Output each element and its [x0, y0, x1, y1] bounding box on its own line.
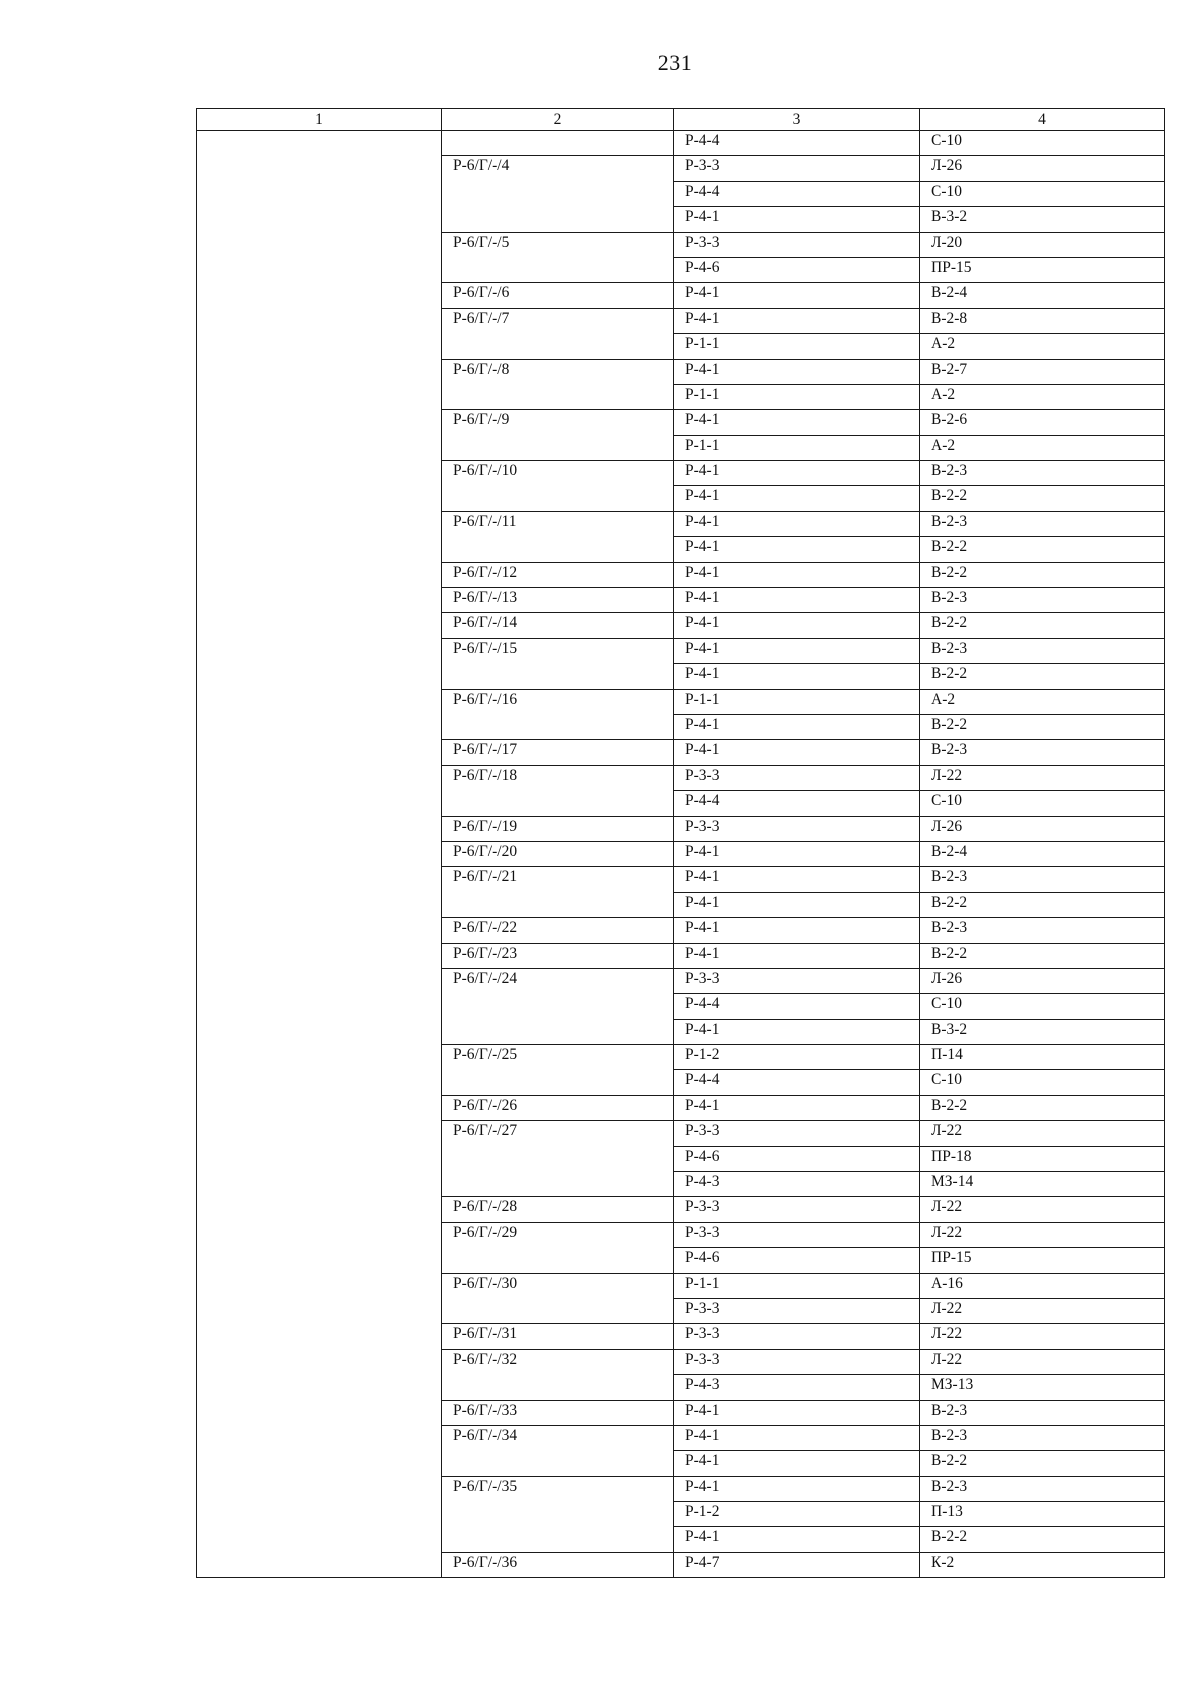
column-4-cell: В-2-4 [920, 841, 1165, 866]
column-3-cell: Р-4-4 [674, 181, 920, 206]
group-code-cell: Р-6/Г/-/31 [442, 1324, 674, 1349]
column-4-cell: В-2-7 [920, 359, 1165, 384]
column-4-cell: В-2-6 [920, 410, 1165, 435]
group-code-cell: Р-6/Г/-/26 [442, 1095, 674, 1120]
column-3-cell: Р-4-1 [674, 410, 920, 435]
column-3-cell: Р-4-1 [674, 740, 920, 765]
column-4-cell: В-2-2 [920, 613, 1165, 638]
column-4-cell: А-16 [920, 1273, 1165, 1298]
column-4-cell: В-2-3 [920, 1476, 1165, 1501]
column-4-cell: А-2 [920, 384, 1165, 409]
column-4-cell: МЗ-13 [920, 1375, 1165, 1400]
column-3-cell: Р-4-1 [674, 1019, 920, 1044]
column-3-cell: Р-4-1 [674, 664, 920, 689]
column-header-4: 4 [920, 109, 1165, 131]
column-3-cell: Р-4-1 [674, 1451, 920, 1476]
column-3-cell: Р-4-1 [674, 638, 920, 663]
group-code-cell: Р-6/Г/-/25 [442, 1045, 674, 1096]
column-4-cell: Л-26 [920, 156, 1165, 181]
column-4-cell: В-2-2 [920, 1095, 1165, 1120]
column-3-cell: Р-4-1 [674, 613, 920, 638]
column-3-cell: Р-3-3 [674, 232, 920, 257]
column-4-cell: Л-26 [920, 968, 1165, 993]
group-code-cell: Р-6/Г/-/33 [442, 1400, 674, 1425]
column-4-cell: В-2-2 [920, 892, 1165, 917]
group-code-cell: Р-6/Г/-/27 [442, 1121, 674, 1197]
column-3-cell: Р-3-3 [674, 156, 920, 181]
column-4-cell: Л-22 [920, 1197, 1165, 1222]
column-3-cell: Р-4-1 [674, 308, 920, 333]
column-3-cell: Р-3-3 [674, 1222, 920, 1247]
group-code-cell: Р-6/Г/-/34 [442, 1425, 674, 1476]
column-3-cell: Р-4-1 [674, 841, 920, 866]
group-code-cell: Р-6/Г/-/17 [442, 740, 674, 765]
column-4-cell: Л-22 [920, 765, 1165, 790]
column-3-cell: Р-4-1 [674, 714, 920, 739]
group-code-cell: Р-6/Г/-/24 [442, 968, 674, 1044]
group-code-cell: Р-6/Г/-/8 [442, 359, 674, 410]
column-4-cell: С-10 [920, 791, 1165, 816]
group-code-cell: Р-6/Г/-/13 [442, 588, 674, 613]
column-4-cell: П-14 [920, 1045, 1165, 1070]
column-3-cell: Р-3-3 [674, 1298, 920, 1323]
group-code-cell: Р-6/Г/-/14 [442, 613, 674, 638]
column-4-cell: В-2-4 [920, 283, 1165, 308]
column-4-cell: С-10 [920, 181, 1165, 206]
column-3-cell: Р-4-1 [674, 588, 920, 613]
column-3-cell: Р-4-1 [674, 283, 920, 308]
group-code-cell [442, 131, 674, 156]
column-3-cell: Р-1-1 [674, 435, 920, 460]
column-3-cell: Р-4-1 [674, 511, 920, 536]
column-3-cell: Р-4-1 [674, 562, 920, 587]
column-3-cell: Р-4-1 [674, 943, 920, 968]
column-4-cell: В-2-3 [920, 1400, 1165, 1425]
column-3-cell: Р-1-1 [674, 689, 920, 714]
column-header-3: 3 [674, 109, 920, 131]
column-3-cell: Р-3-3 [674, 1349, 920, 1374]
column-3-cell: Р-4-6 [674, 1146, 920, 1171]
column-1-cell [197, 131, 442, 1578]
group-code-cell: Р-6/Г/-/11 [442, 511, 674, 562]
column-3-cell: Р-4-6 [674, 257, 920, 282]
group-code-cell: Р-6/Г/-/36 [442, 1552, 674, 1577]
column-4-cell: ПР-15 [920, 1248, 1165, 1273]
column-4-cell: А-2 [920, 689, 1165, 714]
group-code-cell: Р-6/Г/-/6 [442, 283, 674, 308]
column-3-cell: Р-3-3 [674, 1197, 920, 1222]
column-4-cell: В-2-2 [920, 664, 1165, 689]
column-3-cell: Р-4-6 [674, 1248, 920, 1273]
column-3-cell: Р-1-2 [674, 1045, 920, 1070]
column-4-cell: П-13 [920, 1502, 1165, 1527]
table-header [197, 109, 1165, 131]
column-4-cell: ПР-15 [920, 257, 1165, 282]
column-4-cell: С-10 [920, 994, 1165, 1019]
column-3-cell: Р-1-1 [674, 334, 920, 359]
column-4-cell: В-2-8 [920, 308, 1165, 333]
column-4-cell: Л-20 [920, 232, 1165, 257]
column-4-cell: В-2-3 [920, 461, 1165, 486]
column-3-cell: Р-4-7 [674, 1552, 920, 1577]
column-3-cell: Р-4-3 [674, 1172, 920, 1197]
column-4-cell: А-2 [920, 334, 1165, 359]
group-code-cell: Р-6/Г/-/10 [442, 461, 674, 512]
column-3-cell: Р-4-1 [674, 1527, 920, 1552]
column-3-cell: Р-3-3 [674, 765, 920, 790]
column-3-cell: Р-4-1 [674, 867, 920, 892]
column-3-cell: Р-4-4 [674, 994, 920, 1019]
column-4-cell: В-3-2 [920, 207, 1165, 232]
column-3-cell: Р-4-1 [674, 892, 920, 917]
group-code-cell: Р-6/Г/-/35 [442, 1476, 674, 1552]
group-code-cell: Р-6/Г/-/23 [442, 943, 674, 968]
column-4-cell: В-2-3 [920, 740, 1165, 765]
column-4-cell: ПР-18 [920, 1146, 1165, 1171]
column-3-cell: Р-4-1 [674, 1095, 920, 1120]
column-4-cell: Л-22 [920, 1324, 1165, 1349]
group-code-cell: Р-6/Г/-/22 [442, 918, 674, 943]
page-number: 231 [657, 50, 693, 75]
group-code-cell: Р-6/Г/-/30 [442, 1273, 674, 1324]
column-3-cell: Р-4-1 [674, 207, 920, 232]
column-3-cell: Р-4-1 [674, 461, 920, 486]
group-code-cell: Р-6/Г/-/12 [442, 562, 674, 587]
group-code-cell: Р-6/Г/-/18 [442, 765, 674, 816]
group-code-cell: Р-6/Г/-/15 [442, 638, 674, 689]
column-3-cell: Р-4-1 [674, 1476, 920, 1501]
group-code-cell: Р-6/Г/-/28 [442, 1197, 674, 1222]
column-3-cell: Р-1-2 [674, 1502, 920, 1527]
column-3-cell: Р-4-1 [674, 1400, 920, 1425]
column-header-1: 1 [197, 109, 442, 131]
column-3-cell: Р-4-1 [674, 537, 920, 562]
group-code-cell: Р-6/Г/-/20 [442, 841, 674, 866]
column-3-cell: Р-3-3 [674, 1324, 920, 1349]
column-4-cell: В-2-2 [920, 562, 1165, 587]
column-4-cell: С-10 [920, 1070, 1165, 1095]
group-code-cell: Р-6/Г/-/32 [442, 1349, 674, 1400]
column-4-cell: В-2-3 [920, 588, 1165, 613]
column-header-2: 2 [442, 109, 674, 131]
column-4-cell: Л-22 [920, 1222, 1165, 1247]
column-3-cell: Р-4-3 [674, 1375, 920, 1400]
column-4-cell: В-2-2 [920, 486, 1165, 511]
column-3-cell: Р-3-3 [674, 816, 920, 841]
group-code-cell: Р-6/Г/-/21 [442, 867, 674, 918]
column-4-cell: Л-22 [920, 1349, 1165, 1374]
column-3-cell: Р-4-4 [674, 791, 920, 816]
group-code-cell: Р-6/Г/-/16 [442, 689, 674, 740]
column-4-cell: В-2-2 [920, 1527, 1165, 1552]
column-4-cell: В-2-3 [920, 918, 1165, 943]
column-3-cell: Р-1-1 [674, 384, 920, 409]
column-4-cell: С-10 [920, 131, 1165, 156]
group-code-cell: Р-6/Г/-/9 [442, 410, 674, 461]
column-3-cell: Р-4-1 [674, 1425, 920, 1450]
column-4-cell: В-2-2 [920, 1451, 1165, 1476]
column-4-cell: Л-26 [920, 816, 1165, 841]
column-3-cell: Р-4-1 [674, 918, 920, 943]
column-3-cell: Р-4-1 [674, 359, 920, 384]
group-code-cell: Р-6/Г/-/19 [442, 816, 674, 841]
column-3-cell: Р-3-3 [674, 1121, 920, 1146]
column-3-cell: Р-4-4 [674, 131, 920, 156]
table-row [197, 131, 1165, 156]
column-4-cell: В-2-2 [920, 943, 1165, 968]
column-4-cell: МЗ-14 [920, 1172, 1165, 1197]
column-4-cell: В-2-3 [920, 638, 1165, 663]
column-3-cell: Р-4-1 [674, 486, 920, 511]
column-4-cell: Л-22 [920, 1121, 1165, 1146]
column-4-cell: В-3-2 [920, 1019, 1165, 1044]
column-4-cell: В-2-3 [920, 511, 1165, 536]
header-row [197, 109, 1165, 131]
group-code-cell: Р-6/Г/-/5 [442, 232, 674, 283]
column-4-cell: К-2 [920, 1552, 1165, 1577]
column-4-cell: В-2-2 [920, 537, 1165, 562]
column-4-cell: В-2-3 [920, 867, 1165, 892]
table-body [197, 131, 1165, 1578]
column-4-cell: В-2-2 [920, 714, 1165, 739]
group-code-cell: Р-6/Г/-/4 [442, 156, 674, 232]
column-3-cell: Р-4-4 [674, 1070, 920, 1095]
column-3-cell: Р-1-1 [674, 1273, 920, 1298]
column-4-cell: Л-22 [920, 1298, 1165, 1323]
data-table [196, 108, 1165, 1578]
column-3-cell: Р-3-3 [674, 968, 920, 993]
column-4-cell: В-2-3 [920, 1425, 1165, 1450]
column-4-cell: А-2 [920, 435, 1165, 460]
group-code-cell: Р-6/Г/-/29 [442, 1222, 674, 1273]
group-code-cell: Р-6/Г/-/7 [442, 308, 674, 359]
